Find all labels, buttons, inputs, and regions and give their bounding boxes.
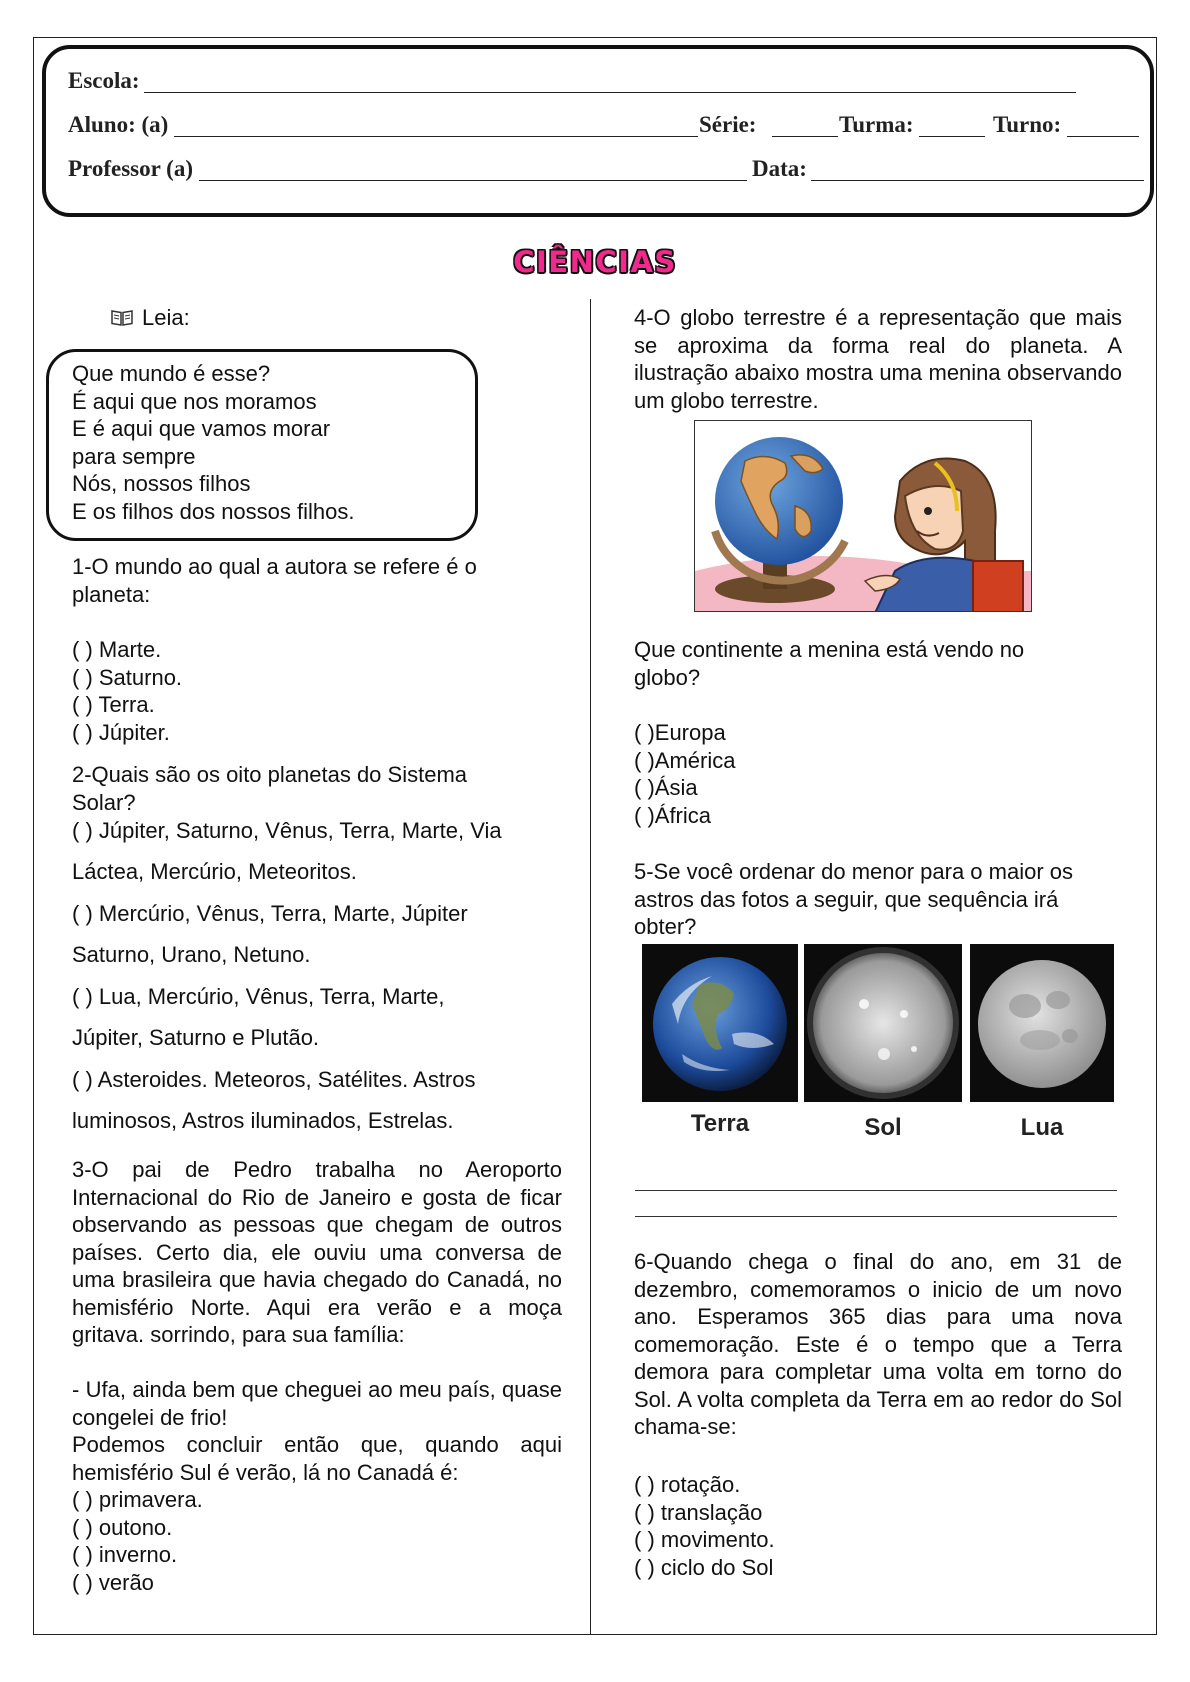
page-title: CIÊNCIAS [513,245,677,279]
aluno-field[interactable] [174,115,698,137]
q5-line: astros das fotos a seguir, que sequência irá [634,886,1059,912]
data-field[interactable] [811,159,1144,181]
q2-option-2[interactable]: ( ) Mercúrio, Vênus, Terra, Marte, Júpiter [72,901,468,926]
terra-label: Terra [690,1110,750,1137]
turma-label: Turma: [839,112,914,137]
column-divider [590,299,591,1635]
astros-photos [638,944,1118,1140]
q2-option-3-cont: Júpiter, Saturno e Plutão. [72,1025,320,1050]
poem [72,360,354,525]
q3-option-verao[interactable]: ( ) verão [72,1569,154,1595]
q1-option-saturno[interactable]: ( ) Saturno. [72,664,183,690]
leia-label: Leia: [142,305,190,330]
serie-label: Série: [699,112,757,137]
data-label: Data: [752,156,807,181]
escola-label: Escola: [68,68,140,93]
q1-line: 1-O mundo ao qual a autora se refere é o [72,554,477,579]
q1-text [72,553,477,608]
q3-text: 3-O pai de Pedro trabalha no Aeroporto Internacional do Rio de Janeiro e gosta de ficar observando as pessoas que chegam de outros países. Certo dia, ele ouviu uma conversa de uma brasileira que havia chegado do Canadá, no hemisfério Norte. Aqui era verão e a moça gritava. sorrindo, para sua família: [72,1157,562,1347]
q3-quote: - Ufa, ainda bem que cheguei ao meu país, quase congelei de frio! [72,1377,562,1430]
professor-label: Professor (a) [68,156,193,181]
q4-question-line: globo? [634,664,701,690]
escola-field[interactable] [144,71,1076,93]
q3-option-primavera[interactable]: ( ) primavera. [72,1487,203,1512]
q4-text: 4-O globo terrestre é a representação que mais se aproxima da forma real do planeta. A ilustração abaixo mostra uma menina observando um globo terrestre. [634,305,1122,413]
aluno-line [68,112,1076,142]
q4-options [634,719,735,829]
professor-line [68,156,1076,186]
q6-option-rotacao[interactable]: ( ) rotação. [634,1472,741,1497]
q5-answer-line-2[interactable] [635,1216,1117,1217]
q2-option-1[interactable]: ( ) Júpiter, Saturno, Vênus, Terra, Marte, Via [72,818,502,843]
q6-text: 6-Quando chega o final do ano, em 31 de dezembro, comemoramos o inicio de um novo ano. Esperamos 365 dias para uma nova comemoração. Este é o tempo que a Terra demora para completar uma volta em torno do Sol. A volta completa da Terra em ao redor do Sol chama-se: [634,1249,1122,1439]
q1-line: planeta: [72,581,151,607]
q5-line: 5-Se você ordenar do menor para o maior os [634,859,1074,884]
turma-field[interactable] [919,115,985,137]
q4-option-europa[interactable]: ( )Europa [634,720,726,745]
poem-line: para sempre [72,443,196,469]
q2-option-2-cont: Saturno, Urano, Netuno. [72,942,311,967]
poem-line: Nós, nossos filhos [72,471,251,496]
q5-line: obter? [634,914,697,939]
q4-question [634,636,1024,691]
serie-field[interactable] [772,115,838,137]
q3-option-outono[interactable]: ( ) outono. [72,1514,173,1540]
q2-text [72,761,467,816]
q6-option-ciclo[interactable]: ( ) ciclo do Sol [634,1554,774,1580]
q2-line: 2-Quais são os oito planetas do Sistema [72,762,468,787]
terra-photo [642,944,798,1102]
q4-option-asia[interactable]: ( )Ásia [634,775,698,800]
q2-option-4[interactable]: ( ) Asteroides. Meteoros, Satélites. Astros [72,1067,476,1092]
q6-option-translacao[interactable]: ( ) translação [634,1499,763,1525]
q3-option-inverno[interactable]: ( ) inverno. [72,1542,178,1567]
q1-option-terra[interactable]: ( ) Terra. [72,692,155,717]
poem-line: Que mundo é esse? [72,361,271,386]
escola-line [68,68,1076,98]
q6-option-movimento[interactable]: ( ) movimento. [634,1527,775,1552]
q1-option-jupiter[interactable]: ( ) Júpiter. [72,719,170,745]
q5-answer-line-1[interactable] [635,1190,1117,1191]
q1-options [72,636,182,746]
turno-label: Turno: [993,112,1062,137]
q3-conclusion: Podemos concluir então que, quando aqui hemisfério Sul é verão, lá no Canadá é: [72,1432,562,1485]
leia-line [110,304,190,332]
poem-line: E é aqui que vamos morar [72,416,331,441]
q4-option-africa[interactable]: ( )África [634,802,711,828]
lua-label: Lua [1020,1114,1064,1141]
turno-field[interactable] [1067,115,1139,137]
q2-line: Solar? [72,789,136,815]
book-icon [110,309,134,327]
q5-text [634,858,1073,941]
aluno-label: Aluno: (a) [68,112,169,137]
lua-photo [970,944,1114,1102]
q2-option-1-cont: Láctea, Mercúrio, Meteoritos. [72,859,357,884]
poem-line: É aqui que nos moramos [72,388,317,414]
sol-label: Sol [864,1114,902,1141]
q1-option-marte[interactable]: ( ) Marte. [72,637,162,662]
q4-question-line: Que continente a menina está vendo no [634,637,1025,662]
q2-option-3[interactable]: ( ) Lua, Mercúrio, Vênus, Terra, Marte, [72,984,445,1009]
q4-option-america[interactable]: ( )América [634,747,736,773]
professor-field[interactable] [199,159,747,181]
girl-globe-illustration [694,420,1032,612]
q2-option-4-cont: luminosos, Astros iluminados, Estrelas. [72,1108,454,1133]
q3-options [72,1486,203,1596]
sol-photo [804,944,962,1102]
q6-options [634,1471,775,1581]
poem-line: E os filhos dos nossos filhos. [72,498,355,524]
